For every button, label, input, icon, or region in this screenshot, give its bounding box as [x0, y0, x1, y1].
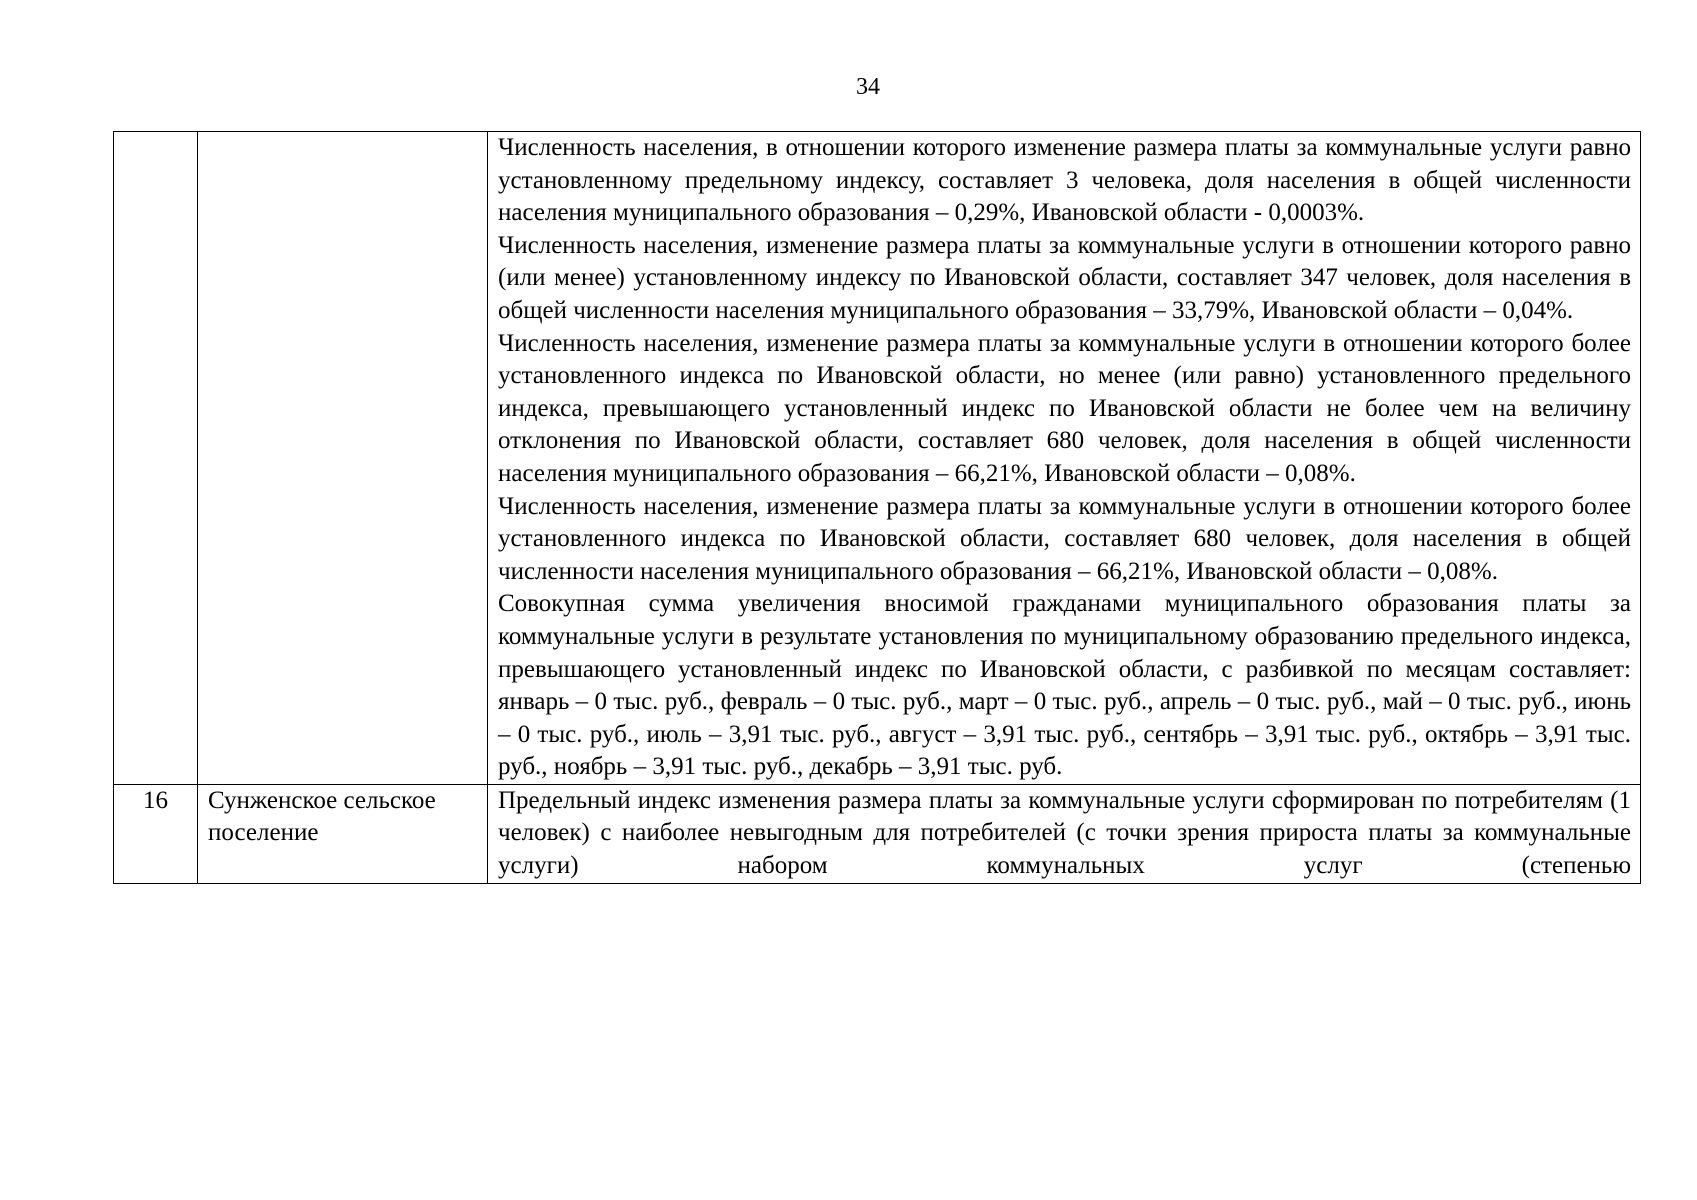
description-cell [488, 132, 1641, 785]
paragraph-population-above-index: Численность населения, изменение размера платы за коммунальные услуги в отношении которого более установленного индекса по Ивановской области, составляет 680 человек, доля населения в общей численности населения муниципального образования – 66,21%, Ивановской области – 0,08%. [498, 492, 1631, 585]
row-number-cell: 16 [114, 784, 198, 883]
cut-off-cell-text [498, 785, 1631, 883]
table-row-continuation [114, 132, 1641, 785]
municipality-name-line: Сунженское сельское [208, 786, 436, 814]
table-row-16 [114, 784, 1641, 883]
municipality-name-cell [198, 132, 488, 785]
municipal-index-table [113, 131, 1641, 884]
municipality-name-cell [198, 784, 488, 883]
paragraph-monthly-increase-sum: Совокупная сумма увеличения вносимой гражданами муниципального образования платы за коммунальные услуги в результате установления по муниципальному образованию предельного индекса, превышающего установленный индекс по Ивановской области, с разбивкой по месяцам составляет: январь – 0 тыс. руб., февраль – 0 тыс. руб., март – 0 тыс. руб., апрель – 0 тыс. руб., май – 0 тыс. руб., июнь – 0 тыс. руб., июль – 3,91 тыс. руб., август – 3,91 тыс. руб., сентябрь – 3,91 тыс. руб., октябрь – 3,91 тыс. руб., ноябрь – 3,91 тыс. руб., декабрь – 3,91 тыс. руб. [498, 590, 1631, 781]
row-number-cell [114, 132, 198, 785]
paragraph-limit-index-formation: Предельный индекс изменения размера платы за коммунальные услуги сформирован по потребителям (1 человек) с наиболее невыгодным для потребителей (с точки зрения прироста платы за коммунальные услуги) набором коммунальных услуг (степенью [498, 786, 1631, 880]
page-number: 34 [856, 74, 880, 100]
municipality-name-line: поселение [208, 819, 319, 847]
paragraph-population-equal-limit: Численность населения, в отношении которого изменение размера платы за коммунальные услуги равно установленному предельному индексу, составляет 3 человека, доля населения в общей численности населения муниципального образования – 0,29%, Ивановской области - 0,0003%. [498, 134, 1631, 227]
paragraph-population-below-index: Численность населения, изменение размера платы за коммунальные услуги в отношении которого равно (или менее) установленному индексу по Ивановской области, составляет 347 человек, доля населения в общей численности населения муниципального образования – 33,79%, Ивановской области – 0,04%. [498, 231, 1631, 324]
paragraph-population-between-index: Численность населения, изменение размера платы за коммунальные услуги в отношении которого более установленного индекса по Ивановской области, но менее (или равно) установленного предельного индекса, превышающего установленный индекс по Ивановской области не более чем на величину отклонения по Ивановской области, составляет 680 человек, доля населения в общей численности населения муниципального образования – 66,21%, Ивановской области – 0,08%. [498, 329, 1631, 487]
description-cell [488, 784, 1641, 883]
